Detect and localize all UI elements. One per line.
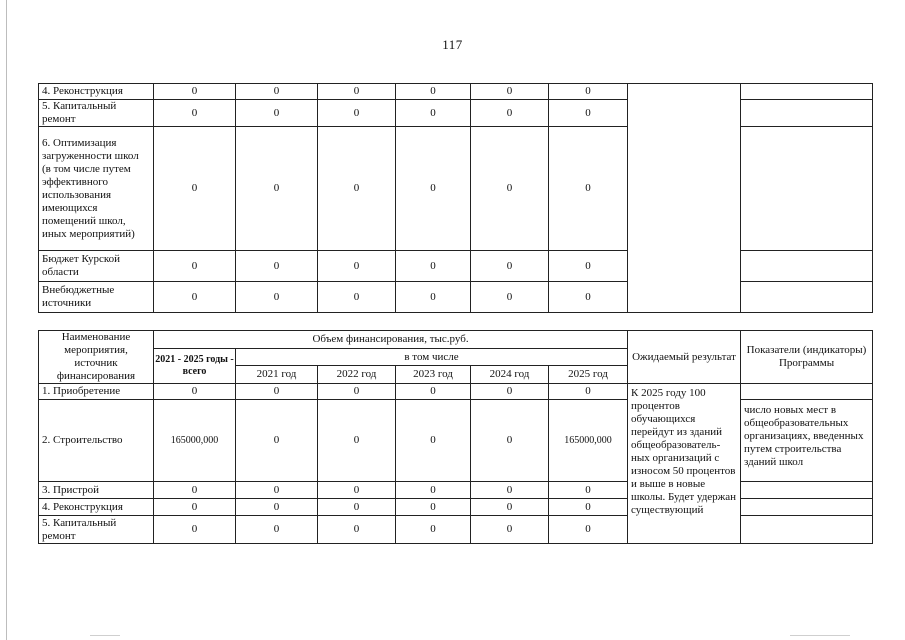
- cell-2022: 0: [318, 100, 396, 127]
- cell-2025: 0: [549, 482, 628, 499]
- cell-2022: 0: [318, 516, 396, 544]
- cell-2025: 0: [549, 251, 628, 282]
- cell-2021: 0: [236, 400, 318, 482]
- table-row: [39, 100, 873, 127]
- cell-2024: 0: [471, 384, 549, 400]
- cell-2025: 165000,000: [549, 400, 628, 482]
- cell-2024: 0: [471, 499, 549, 516]
- cell-2024: 0: [471, 482, 549, 499]
- cell-2023: 0: [396, 400, 471, 482]
- header-row: [39, 331, 873, 349]
- cell-total: 0: [154, 282, 236, 313]
- header-name: Наименование мероприятия, источник финансирования: [39, 331, 154, 384]
- indicator-cell-empty: [741, 482, 873, 499]
- header-year-2022: 2022 год: [318, 366, 396, 384]
- table-row: [39, 482, 873, 499]
- result-cell-empty: [628, 84, 741, 313]
- cell-2024: 0: [471, 100, 549, 127]
- row-name: 1. Приобретение: [39, 384, 154, 400]
- cell-2021: 0: [236, 482, 318, 499]
- cell-2025: 0: [549, 127, 628, 251]
- table-row: [39, 251, 873, 282]
- cell-2024: 0: [471, 251, 549, 282]
- cell-2022: 0: [318, 499, 396, 516]
- row-name: Внебюджетные источники: [39, 282, 154, 313]
- cell-2022: 0: [318, 282, 396, 313]
- cell-2023: 0: [396, 84, 471, 100]
- row-name: 3. Пристрой: [39, 482, 154, 499]
- bottom-funding-table: [38, 330, 873, 544]
- cell-2025: 0: [549, 282, 628, 313]
- indicator-cell-empty: [741, 100, 873, 127]
- cell-total: 0: [154, 127, 236, 251]
- cell-2023: 0: [396, 100, 471, 127]
- top-funding-table: [38, 83, 873, 313]
- cell-2024: 0: [471, 84, 549, 100]
- cell-2023: 0: [396, 516, 471, 544]
- header-total: 2021 - 2025 годы - всего: [154, 349, 236, 384]
- cell-2025: 0: [549, 84, 628, 100]
- cell-2025: 0: [549, 499, 628, 516]
- cell-2022: 0: [318, 127, 396, 251]
- cell-2024: 0: [471, 400, 549, 482]
- table-row: [39, 400, 873, 482]
- cell-total: 0: [154, 100, 236, 127]
- cell-2022: 0: [318, 400, 396, 482]
- table-row: [39, 282, 873, 313]
- cell-2025: 0: [549, 516, 628, 544]
- page-number: 117: [442, 37, 463, 52]
- indicator-cell-empty: [741, 84, 873, 100]
- row-name: 5. Капитальный ремонт: [39, 100, 154, 127]
- indicator-cell-empty: [741, 251, 873, 282]
- table-row: [39, 127, 873, 251]
- header-year-2025: 2025 год: [549, 366, 628, 384]
- indicator-text: число новых мест в общеобразовательных организациях, введенных путем строительства зданий школ: [741, 400, 873, 482]
- cell-2021: 0: [236, 251, 318, 282]
- cell-2021: 0: [236, 127, 318, 251]
- row-name: 5. Капитальный ремонт: [39, 516, 154, 544]
- cell-2021: 0: [236, 100, 318, 127]
- scan-margin-line: [6, 0, 7, 640]
- indicator-cell-empty: [741, 516, 873, 544]
- header-year-2024: 2024 год: [471, 366, 549, 384]
- scan-artifact: [90, 635, 120, 636]
- expected-result-text: К 2025 году 100 процентов обучающихся перейдут из зданий общеобразователь-ных организаций с износом 50 процентов и выше в новые школы. Будет удержан существующий: [628, 384, 741, 544]
- cell-total: 0: [154, 482, 236, 499]
- header-year-2021: 2021 год: [236, 366, 318, 384]
- header-including: в том числе: [236, 349, 628, 366]
- cell-total: 165000,000: [154, 400, 236, 482]
- scan-artifact: [790, 635, 850, 636]
- header-year-2023: 2023 год: [396, 366, 471, 384]
- row-name: Бюджет Курской области: [39, 251, 154, 282]
- indicator-cell-empty: [741, 499, 873, 516]
- cell-2021: 0: [236, 499, 318, 516]
- indicator-cell-empty: [741, 282, 873, 313]
- row-name: 4. Реконструкция: [39, 499, 154, 516]
- cell-2025: 0: [549, 384, 628, 400]
- header-result: Ожидаемый результат: [628, 331, 741, 384]
- row-name: 2. Строительство: [39, 400, 154, 482]
- cell-2023: 0: [396, 127, 471, 251]
- table-row: [39, 384, 873, 400]
- cell-2025: 0: [549, 100, 628, 127]
- cell-2021: 0: [236, 516, 318, 544]
- indicator-cell-empty: [741, 127, 873, 251]
- header-indicators: Показатели (индикаторы) Программы: [741, 331, 873, 384]
- cell-2023: 0: [396, 251, 471, 282]
- cell-2023: 0: [396, 282, 471, 313]
- table-row: [39, 499, 873, 516]
- cell-2022: 0: [318, 482, 396, 499]
- cell-total: 0: [154, 251, 236, 282]
- cell-2022: 0: [318, 84, 396, 100]
- cell-2023: 0: [396, 384, 471, 400]
- cell-2023: 0: [396, 499, 471, 516]
- cell-2021: 0: [236, 84, 318, 100]
- cell-2021: 0: [236, 282, 318, 313]
- row-name: 6. Оптимизация загруженности школ (в том числе путем эффективного использования имеющихся помещений школ, иных мероприятий): [39, 127, 154, 251]
- cell-2024: 0: [471, 127, 549, 251]
- cell-2023: 0: [396, 482, 471, 499]
- cell-2022: 0: [318, 251, 396, 282]
- cell-total: 0: [154, 499, 236, 516]
- cell-total: 0: [154, 516, 236, 544]
- cell-2024: 0: [471, 516, 549, 544]
- cell-2022: 0: [318, 384, 396, 400]
- indicator-cell-empty: [741, 384, 873, 400]
- row-name: 4. Реконструкция: [39, 84, 154, 100]
- cell-2021: 0: [236, 384, 318, 400]
- table-row: [39, 516, 873, 544]
- cell-total: 0: [154, 84, 236, 100]
- header-funding: Объем финансирования, тыс.руб.: [154, 331, 628, 349]
- cell-2024: 0: [471, 282, 549, 313]
- table-row: [39, 84, 873, 100]
- cell-total: 0: [154, 384, 236, 400]
